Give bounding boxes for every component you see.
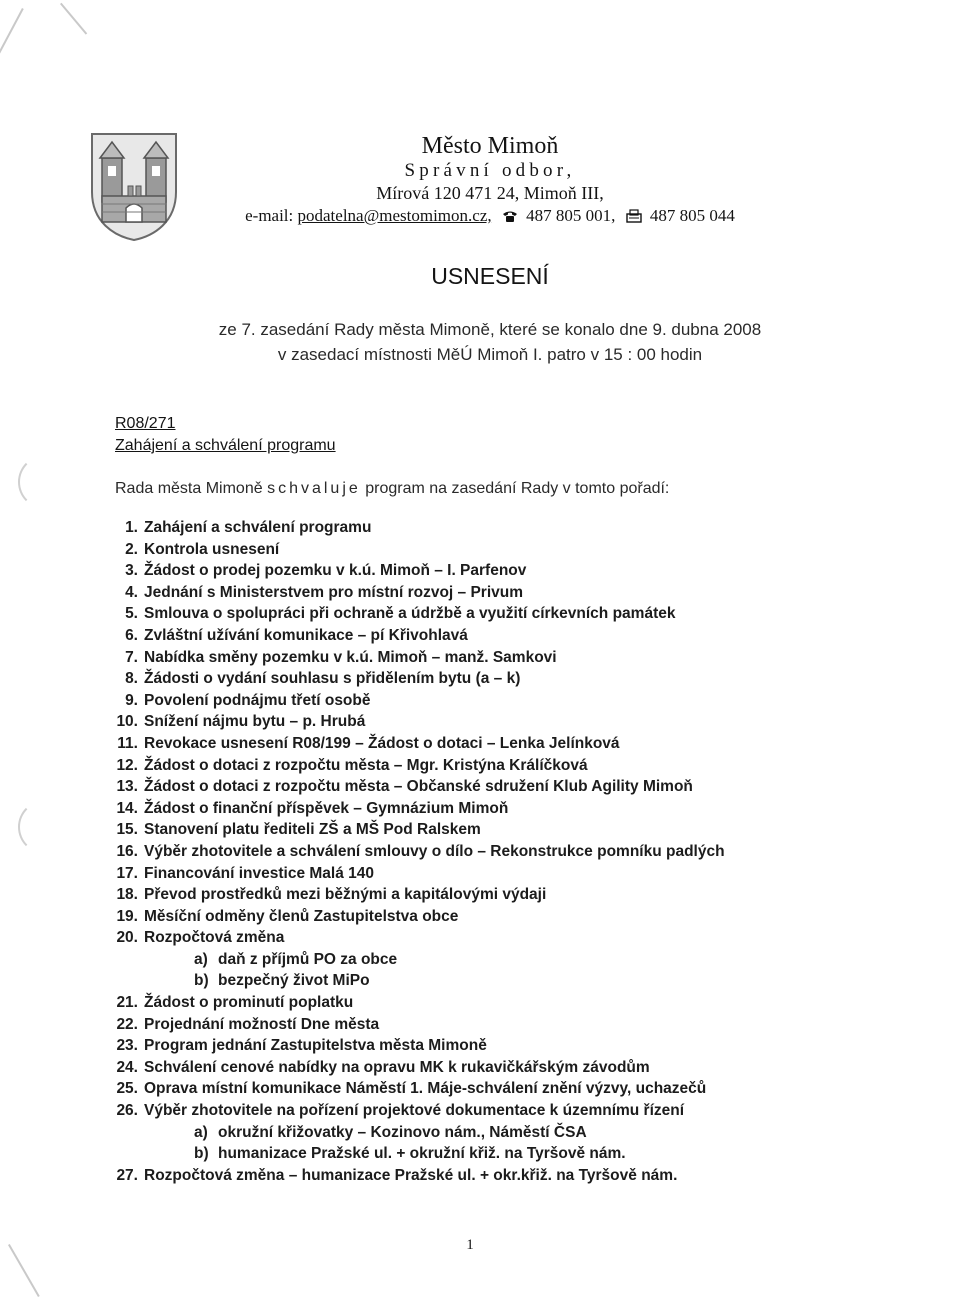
document-title: USNESENÍ — [431, 263, 549, 289]
agenda-subitem-letter: b) — [194, 972, 209, 990]
agenda-item — [100, 863, 725, 885]
resolution-subject: Zahájení a schválení programu — [115, 437, 336, 454]
agenda-item-text: Povolení podnájmu třetí osobě — [144, 691, 371, 709]
agenda-item-text: Rozpočtová změna – humanizace Pražské ul. + okr.křiž. na Tyršově nám. — [144, 1166, 678, 1184]
agenda-item-number: 16. — [116, 842, 138, 860]
agenda-item-number: 8. — [125, 670, 138, 688]
agenda-item-text: Žádost o dotaci z rozpočtu města – Občanské sdružení Klub Agility Mimoň — [144, 778, 693, 796]
agenda-item — [100, 690, 725, 712]
agenda-item-text: Výběr zhotovitele na pořízení projektové dokumentace k územnímu řízení — [144, 1102, 685, 1120]
agenda-item-number: 5. — [125, 605, 138, 623]
fax-number: 487 805 044 — [649, 206, 735, 225]
agenda-item — [100, 625, 725, 647]
agenda-item-number: 21. — [116, 994, 138, 1012]
agenda-item-number: 17. — [116, 864, 138, 882]
agenda-subitem — [100, 1122, 725, 1144]
agenda-item-text: Žádost o prominutí poplatku — [144, 994, 354, 1012]
page-number: 1 — [466, 1237, 474, 1253]
agenda-item-number: 3. — [125, 562, 138, 580]
agenda-subitem — [100, 949, 725, 971]
email-link[interactable]: podatelna@mestomimon.cz, — [297, 206, 492, 225]
agenda-item-text: Žádost o finanční příspěvek – Gymnázium Mimoň — [144, 799, 509, 817]
agenda-item-number: 7. — [125, 648, 138, 666]
agenda-subitem-letter: b) — [194, 1145, 209, 1163]
address: Mírová 120 471 24, Mimoň III, — [376, 183, 604, 203]
coat-of-arms-emblem — [88, 130, 180, 242]
agenda-item-number: 18. — [116, 886, 138, 904]
agenda-item-number: 1. — [125, 519, 138, 536]
intro-prefix: Rada města Mimoně — [115, 480, 268, 497]
fax-icon — [626, 209, 642, 223]
agenda-item-number: 13. — [116, 778, 138, 796]
phone-icon — [502, 209, 518, 223]
agenda-item-text: Snížení nájmu bytu – p. Hrubá — [144, 713, 366, 731]
agenda-item — [100, 603, 725, 625]
intro-suffix: program na zasedání Rady v tomto pořadí: — [360, 480, 670, 497]
agenda-item-text: Rozpočtová změna — [144, 929, 285, 947]
scan-artifact-line — [0, 8, 24, 88]
meeting-location: v zasedací místnosti MěÚ Mimoň I. patro v 15 : 00 hodin — [277, 345, 703, 364]
agenda-item-text: Žádost o prodej pozemku v k.ú. Mimoň – I. Parfenov — [144, 562, 527, 580]
scan-artifact-arc — [18, 800, 72, 854]
agenda-item-number: 25. — [116, 1080, 138, 1098]
meeting-description: ze 7. zasedání Rady města Mimoně, které se konalo dne 9. dubna 2008 — [218, 320, 762, 339]
agenda-item — [100, 841, 725, 863]
agenda-item — [100, 733, 725, 755]
agenda-item-number: 6. — [125, 626, 138, 644]
agenda-item-text: Kontrola usnesení — [144, 540, 280, 558]
agenda-item-number: 4. — [125, 583, 138, 601]
agenda-subitem-letter: a) — [194, 1123, 208, 1141]
agenda-item — [100, 517, 725, 539]
agenda-item — [100, 560, 725, 582]
agenda-item-number: 26. — [116, 1102, 138, 1120]
contact-line — [180, 206, 800, 226]
agenda-item — [100, 1165, 725, 1187]
agenda-item-text: Revokace usnesení R08/199 – Žádost o dotaci – Lenka Jelínková — [144, 734, 620, 752]
agenda-item-text: Převod prostředků mezi běžnými a kapitálovými výdaji — [144, 886, 547, 904]
agenda-item — [100, 927, 725, 949]
agenda-item-text: Smlouva o spolupráci při ochraně a údržbě a využití církevních památek — [144, 605, 676, 623]
resolution-intro — [115, 480, 669, 498]
agenda-item-number: 14. — [116, 799, 138, 817]
agenda-item — [100, 647, 725, 669]
agenda-item-number: 27. — [116, 1166, 138, 1184]
agenda-subitem-letter: a) — [194, 950, 208, 968]
agenda-item — [100, 906, 725, 928]
agenda-subitem-text: daň z příjmů PO za obce — [218, 950, 398, 968]
agenda-item-text: Žádosti o vydání souhlasu s přidělením bytu (a – k) — [144, 670, 521, 688]
phone-number: 487 805 001, — [526, 206, 616, 225]
agenda-item — [100, 1078, 725, 1100]
scan-artifact-line — [60, 3, 87, 35]
agenda-item-number: 20. — [116, 929, 138, 947]
agenda-item-text: Schválení cenové nabídky na opravu MK k rukavičkářským závodům — [144, 1058, 650, 1076]
agenda-item — [100, 776, 725, 798]
agenda-item — [100, 819, 725, 841]
agenda-subitem-text: okružní křižovatky – Kozinovo nám., Náměstí ČSA — [218, 1123, 587, 1141]
agenda-item-number: 12. — [116, 756, 138, 774]
agenda-item-number: 9. — [125, 691, 138, 709]
agenda-item-text: Financování investice Malá 140 — [144, 864, 375, 882]
agenda-item-text: Jednání s Ministerstvem pro místní rozvoj – Privum — [144, 583, 523, 601]
agenda-item-text: Měsíční odměny členů Zastupitelstva obce — [144, 907, 459, 925]
scan-artifact-line — [8, 1244, 40, 1297]
agenda-item — [100, 1057, 725, 1079]
agenda-subitem-text: bezpečný život MiPo — [218, 972, 370, 990]
agenda-subitem — [100, 1143, 725, 1165]
agenda-item — [100, 668, 725, 690]
agenda-item-text: Stanovení platu řediteli ZŠ a MŠ Pod Ralskem — [144, 821, 481, 839]
agenda-item-number: 19. — [116, 907, 138, 925]
agenda-item — [100, 539, 725, 561]
agenda-item — [100, 1100, 725, 1122]
agenda-subitem-text: humanizace Pražské ul. + okružní křiž. na Tyršově nám. — [218, 1145, 626, 1163]
agenda-item — [100, 1035, 725, 1057]
agenda-item-text: Nabídka směny pozemku v k.ú. Mimoň – manž. Samkovi — [144, 648, 557, 666]
resolution-number: R08/271 — [115, 415, 176, 432]
agenda-item-text: Žádost o dotaci z rozpočtu města – Mgr. Kristýna Králíčková — [144, 756, 588, 774]
agenda-item-number: 24. — [116, 1058, 138, 1076]
agenda-item — [100, 992, 725, 1014]
agenda-item-number: 15. — [116, 821, 138, 839]
agenda-item-number: 11. — [117, 734, 138, 752]
agenda-subitem — [100, 970, 725, 992]
intro-verb: schvaluje — [267, 480, 361, 497]
agenda-item-number: 10. — [116, 713, 138, 731]
agenda-item-text: Výběr zhotovitele a schválení smlouvy o dílo – Rekonstrukce pomníku padlých — [144, 842, 725, 860]
agenda-item-number: 2. — [125, 540, 138, 558]
agenda-item-number: 22. — [116, 1015, 138, 1033]
scan-artifact-arc — [18, 455, 72, 509]
agenda-item — [100, 1014, 725, 1036]
agenda-item-text: Program jednání Zastupitelstva města Mimoně — [144, 1037, 487, 1055]
email-label: e-mail: — [245, 206, 294, 225]
agenda-item-text: Zvláštní užívání komunikace – pí Křivohlavá — [144, 626, 468, 644]
city-name: Město Mimoň — [421, 133, 559, 159]
agenda-item — [100, 711, 725, 733]
agenda-item — [100, 582, 725, 604]
agenda-item-text: Oprava místní komunikace Náměstí 1. Máje-schválení znění výzvy, uchazečů — [144, 1080, 707, 1098]
department-name: Správní odbor, — [404, 160, 576, 181]
agenda-item-text: Zahájení a schválení programu — [144, 519, 372, 536]
agenda-item — [100, 884, 725, 906]
agenda-item-number: 23. — [116, 1037, 138, 1055]
agenda-item — [100, 798, 725, 820]
agenda-list — [100, 517, 725, 1186]
agenda-item — [100, 755, 725, 777]
agenda-item-text: Projednání možností Dne města — [144, 1015, 380, 1033]
